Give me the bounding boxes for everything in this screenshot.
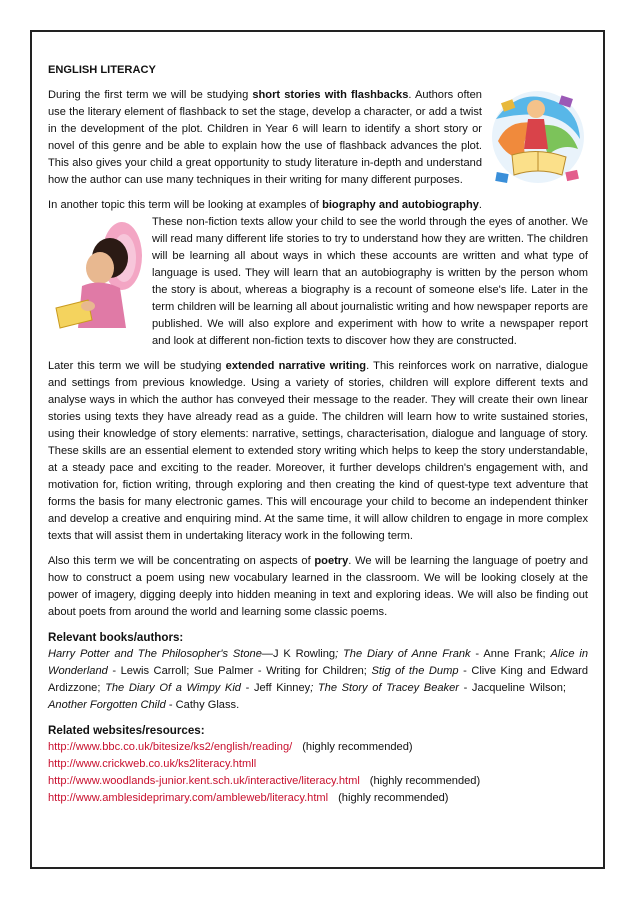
paragraph-flashbacks: During the first term we will be studying short stories with flashbacks. Authors often use the literary element of flashback to set the stage, develop a character, or add a twist in the development of the plot. Children in Year 6 will learn to identify a short story or novel of this genre and be able to explain how the use of flashback advances the plot. This also gives your child a great opportunity to study literature in-depth and understand how the author can use many techniques in their writing for many different purposes. bbox=[48, 87, 588, 189]
fairy-girl-photo bbox=[48, 216, 144, 334]
website-link-ambleside[interactable]: http://www.amblesideprimary.com/ambleweb/literacy.html bbox=[48, 792, 329, 804]
reading-illustration bbox=[488, 79, 588, 197]
books-heading: Relevant books/authors: bbox=[48, 631, 184, 644]
website-item: http://www.amblesideprimary.com/ambleweb/literacy.html (highly recommended) bbox=[48, 792, 449, 804]
topic-narrative: extended narrative writing bbox=[225, 360, 367, 372]
topic-poetry: poetry bbox=[314, 555, 349, 567]
websites-list bbox=[48, 739, 588, 807]
biography-text: . These non-fiction texts allow your child to see the world through the eyes of another. We will read many different life stories to try to understand how they are written. The children will be learning all about ways in which these accounts are written and what type of language is used. They will learn that an autobiography is written by the person whom the story is about, whereas a biography is a recount of someone else's life. Later in the term children will be learning all about journalistic writing and how newspaper reports are published. We will also explore and experiment with how to write a newspaper report and look at different non-fiction texts to discover how they are constructed. bbox=[152, 199, 588, 347]
paragraph-poetry: Also this term we will be concentrating on aspects of poetry. We will be learning the language of poetry and how to construct a poem using new vocabulary learned in the classroom. We will be looking closely at the power of imagery, digging deeply into hidden meaning in text and exploring ideas. We will also be finding out about poets from around the world and learning some classic poems. bbox=[48, 555, 588, 618]
paragraph-biography: In another topic this term will be looking at examples of biography and autobiography . These non-fiction texts allow your child to see the world through the eyes of another. We will read many different life stories to try to understand how they are written. The children will be learning all about ways in which these accounts are written and what type of language is used. They will learn that an autobiography is written by the person whom the story is about, whereas a biography is a recount of someone else's life. Later in the term children will be learning all about journalistic writing and how newspaper reports are published. We will also explore and experiment with how to write a newspaper report and look at different non-fiction texts to discover how they are constructed. bbox=[48, 199, 588, 347]
websites-heading: Related websites/resources: bbox=[48, 724, 205, 737]
paragraph-narrative: Later this term we will be studying extended narrative writing. This reinforces work on narrative, dialogue and settings from previous knowledge. Using a variety of stories, children will explore different texts and analyse ways in which the author has conveyed their message to the reader. They will create their own linear stories using texts they have already read as a guide. The children will learn how to write sustained stories, using their knowledge of story elements: narrative, settings, characterisation, dialogue and language of story. These skills are an essential element to extended story writing which helps to keep the story understandable, at a steady pace and exciting to the reader. Moreover, it further develops children's engagement with, and motivation for, fiction writing, through exploring and then creating the kind of quest-type text adventure that forms the basis for many electronic games. This will encourage your child to become an independent thinker and develop a creative and enquiring mind. At the same time, it will allow children to engage in more complex texts that will assist them in undertaking literacy work in the following term. bbox=[48, 360, 588, 542]
website-link-bbc[interactable]: http://www.bbc.co.uk/bitesize/ks2/english/reading/ bbox=[48, 741, 293, 753]
books-list: Harry Potter and The Philosopher's Stone—J K Rowling; The Diary of Anne Frank - Anne Frank; Alice in Wonderland - Lewis Carroll; Sue Palmer - Writing for Children; Stig of the Dump - Clive King and Edward Ardizzone; The Diary Of a Wimpy Kid - Jeff Kinney; The Story of Tracey Beaker - Jacqueline Wilson;Another Forgotten Child - Cathy Glass. bbox=[48, 648, 588, 711]
website-link-crickweb[interactable]: http://www.crickweb.co.uk/ks2literacy.htmll bbox=[48, 758, 257, 770]
topic-flashbacks: short stories with flashbacks bbox=[252, 89, 409, 101]
website-item: http://www.bbc.co.uk/bitesize/ks2/english/reading/ (highly recommended) bbox=[48, 741, 413, 753]
page-title: ENGLISH LITERACY bbox=[48, 64, 156, 76]
website-item bbox=[48, 756, 588, 773]
website-item: http://www.woodlands-junior.kent.sch.uk/interactive/literacy.html (highly recommended) bbox=[48, 775, 481, 787]
document-body bbox=[48, 62, 588, 807]
website-link-woodlands[interactable]: http://www.woodlands-junior.kent.sch.uk/interactive/literacy.html bbox=[48, 775, 360, 787]
topic-biography: biography and autobiography bbox=[322, 199, 479, 211]
